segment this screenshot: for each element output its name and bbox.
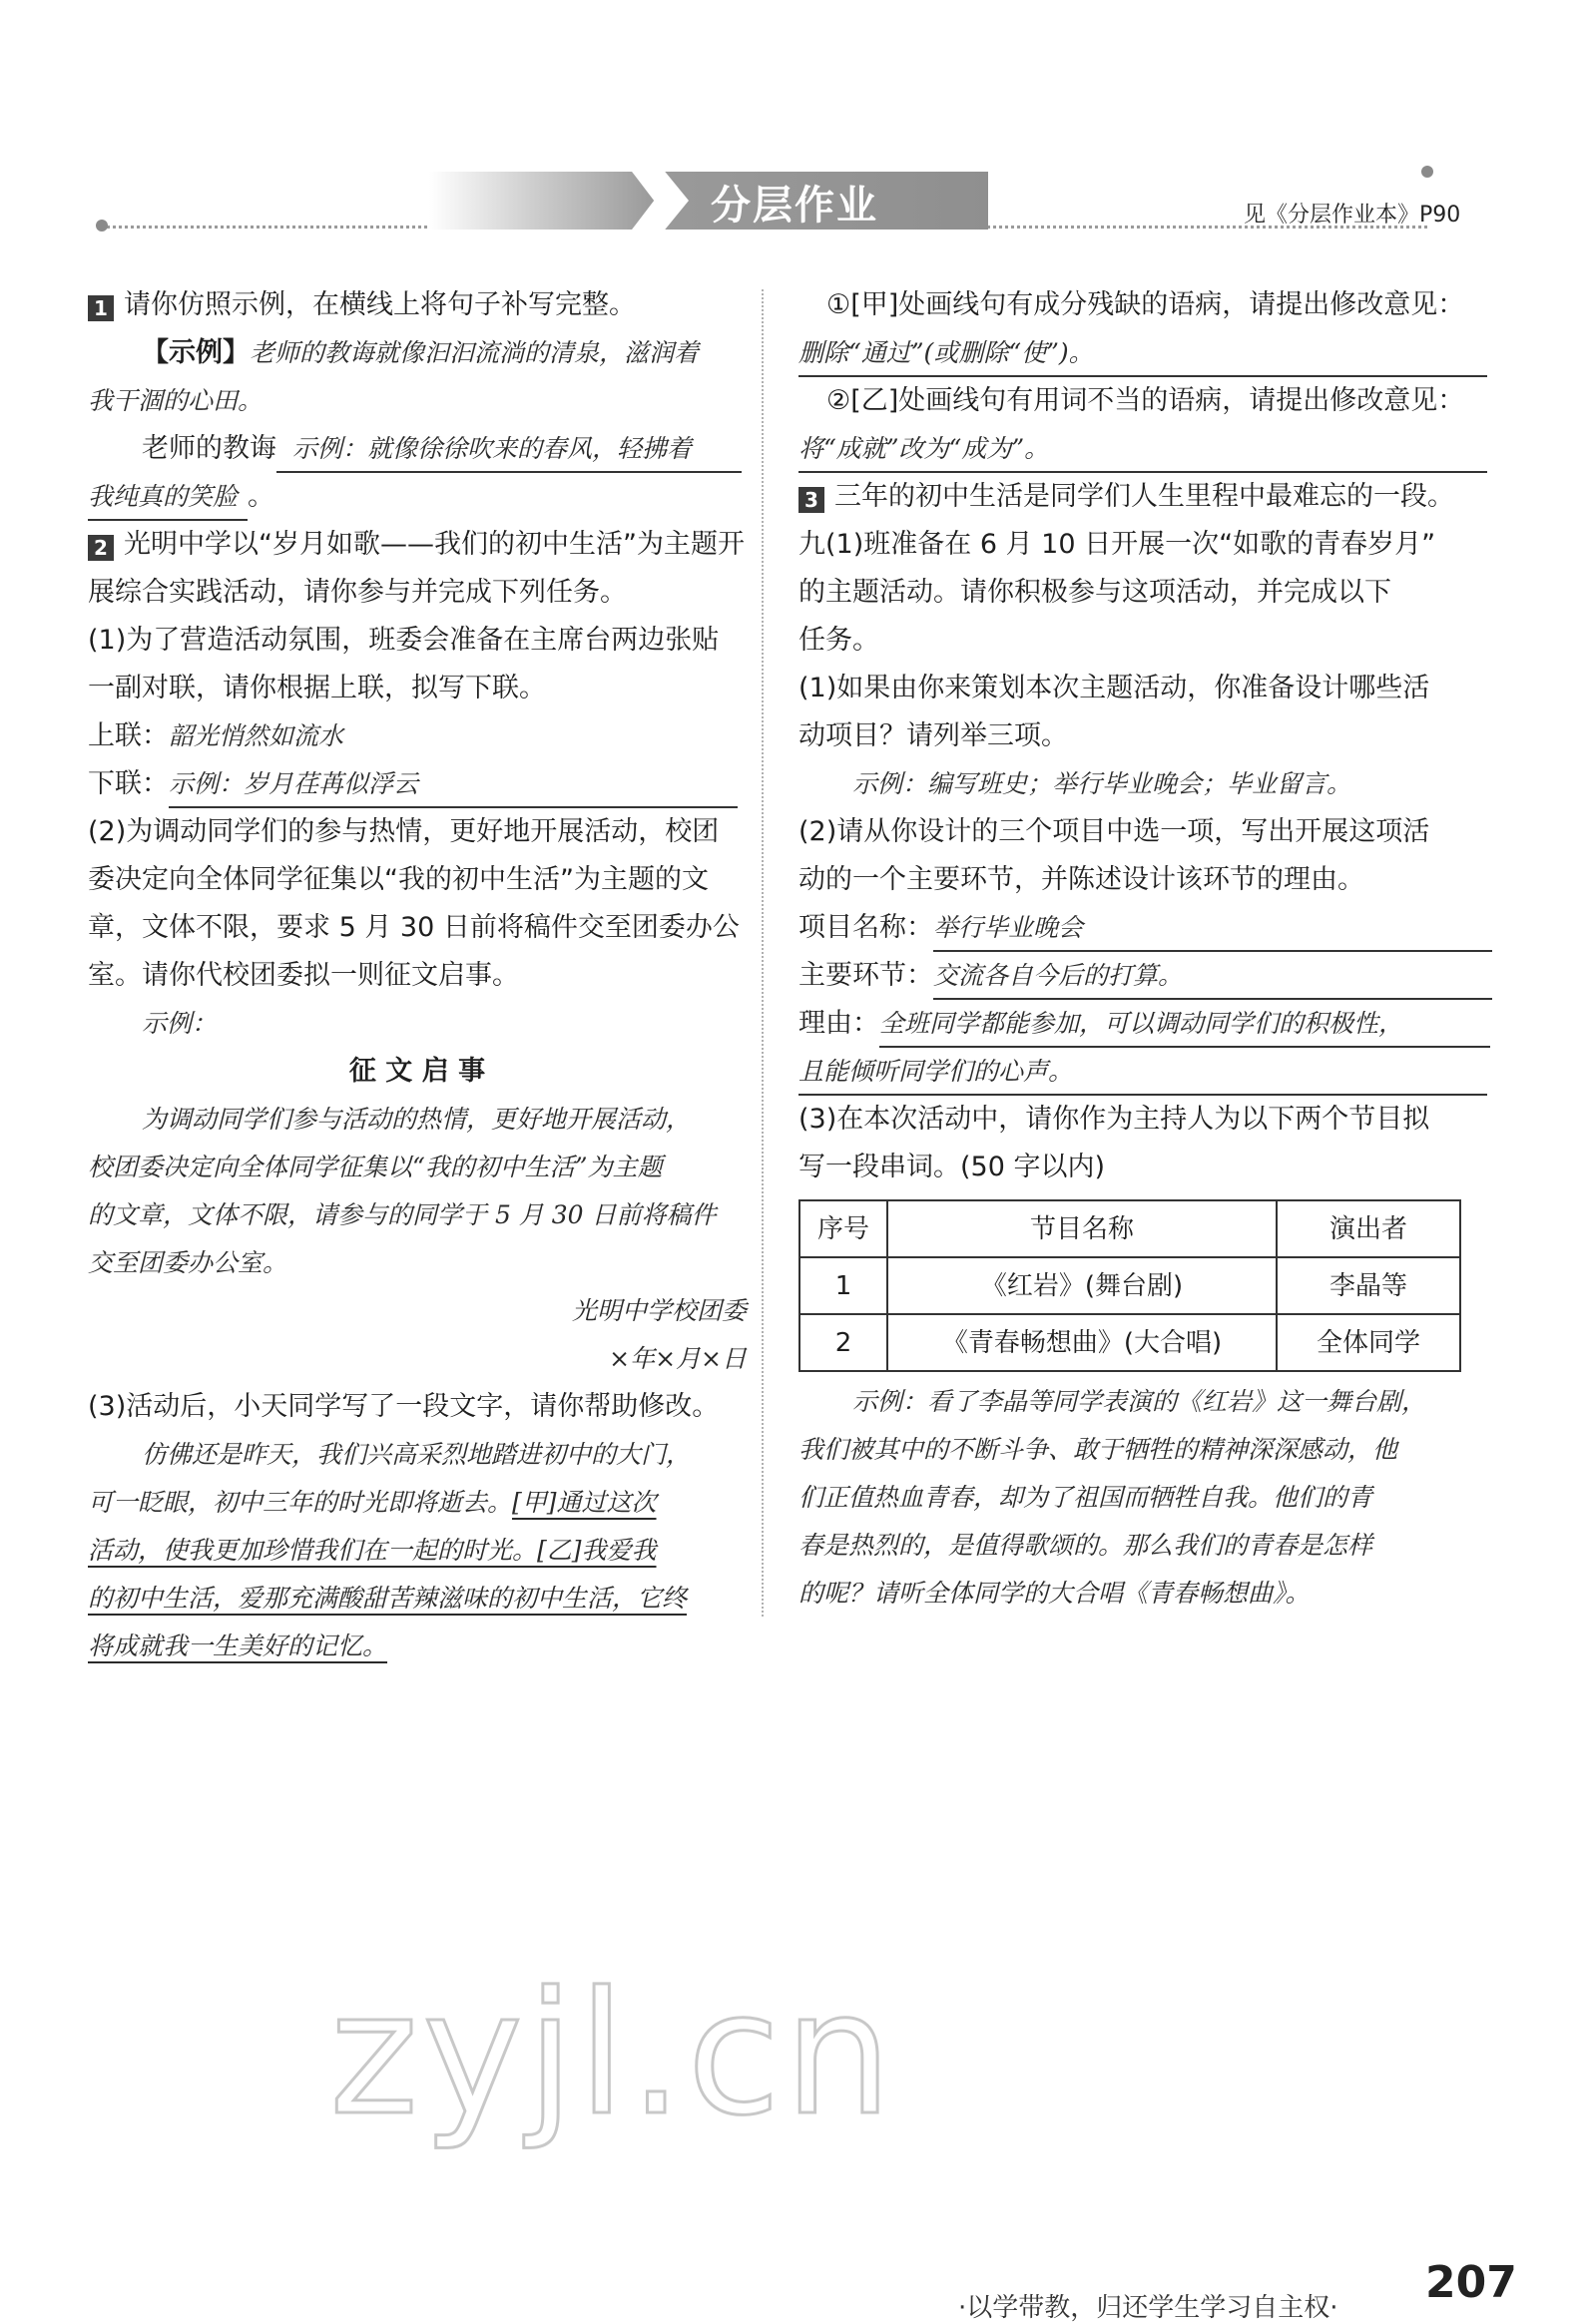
notice-title: 征 文 启 事 — [348, 1056, 486, 1087]
header-rule-dot-right — [1421, 166, 1433, 178]
q3-part2-b: 动的一个主要环节，并陈述设计该环节的理由。 — [798, 864, 1364, 895]
header-banner — [429, 172, 988, 230]
watermark: zyjl.cn — [329, 1956, 896, 2153]
column-divider — [762, 289, 764, 1617]
q2-part2-d: 室。请你代校团委拟一则征文启事。 — [88, 960, 519, 991]
table-header-row — [799, 1200, 1460, 1257]
section-title: 分层作业 — [711, 183, 878, 229]
q2-yi-answer: 将“成就”改为“成为”。 — [798, 427, 1487, 473]
q3-step-answer: 交流各自今后的打算。 — [933, 954, 1492, 1000]
table-header-cell: 序号 — [799, 1200, 887, 1257]
notice-signature: 光明中学校团委 — [571, 1296, 747, 1325]
passage-line-e: 将成就我一生美好的记忆。 — [88, 1631, 388, 1660]
q3-reason-answer-a: 全班同学都能参加，可以调动同学们的积极性， — [879, 1002, 1490, 1048]
q1-answer-line: 老师的教诲 示例：就像徐徐吹来的春风，轻拂着 — [88, 425, 747, 473]
notice-body-b: 校团委决定向全体同学征集以“我的初中生活”为主题 — [88, 1153, 663, 1181]
q1-number-badge: 1 — [88, 295, 114, 321]
q3-part1-answer: 示例：编写班史；举行毕业晚会；毕业留言。 — [852, 769, 1352, 798]
passage-line-a: 仿佛还是昨天，我们兴高采烈地踏进初中的大门， — [142, 1440, 692, 1469]
q1-answer-line-2: 我纯真的笑脸 。 — [88, 473, 747, 521]
q2-upper-couplet: 上联：韶光悄然如流水 — [88, 720, 344, 751]
notice-body-c: 的文章，文体不限，请参与的同学于 5 月 30 日前将稿件 — [88, 1200, 717, 1229]
table-cell: 全体同学 — [1277, 1314, 1460, 1371]
q3-item-line: 项目名称：举行毕业晚会 — [798, 904, 1497, 952]
table-row — [799, 1314, 1460, 1371]
q3-part1: (1)如果由你来策划本次主题活动，你准备设计哪些活 — [798, 673, 1430, 703]
table-cell: 1 — [799, 1257, 887, 1314]
q3-step-line: 主要环节：交流各自今后的打算。 — [798, 952, 1497, 1000]
q1-example: 【示例】老师的教诲就像汩汩流淌的清泉，滋润着 — [142, 337, 700, 368]
q3-reason-line: 理由：全班同学都能参加，可以调动同学们的积极性， — [798, 1000, 1497, 1048]
q2-part1-cont: 一副对联，请你根据上联，拟写下联。 — [88, 673, 546, 703]
passage-line-d: 的初中生活，爱那充满酸甜苦辣滋味的初中生活，它终 — [88, 1584, 688, 1613]
q3-intro: 3 三年的初中生活是同学们人生里程中最难忘的一段。 — [798, 473, 1497, 521]
q3-intro-d: 任务。 — [798, 625, 879, 656]
q2-yi-answer-line — [798, 425, 1497, 473]
q2-part2: (2)为调动同学们的参与热情，更好地开展活动，校团 — [88, 816, 720, 847]
table-cell: 李晶等 — [1277, 1257, 1460, 1314]
footer-slogan: ·以学带教，归还学生学习自主权· — [958, 2293, 1338, 2323]
notice-body-d: 交至团委办公室。 — [88, 1248, 288, 1277]
q1-prompt: 1 请你仿照示例，在横线上将句子补写完整。 — [88, 281, 747, 329]
passage-line-b: 可一眨眼，初中三年的时光即将逝去。[甲]通过这次 — [88, 1488, 657, 1517]
workbook-reference: 见《分层作业本》P90 — [1244, 203, 1461, 228]
q2-jia-answer-line — [798, 329, 1497, 377]
q2-lower-answer: 示例：岁月荏苒似浮云 — [169, 762, 738, 808]
q1-example-cont: 我干涸的心田。 — [88, 386, 264, 415]
q2-part3: (3)活动后，小天同学写了一段文字，请你帮助修改。 — [88, 1391, 720, 1422]
q2-example-label: 示例： — [142, 1009, 218, 1038]
table-header-cell: 节目名称 — [887, 1200, 1277, 1257]
q3-answer-e: 的呢？请听全体同学的大合唱《青春畅想曲》。 — [798, 1579, 1311, 1608]
passage-line-c: 活动，使我更加珍惜我们在一起的时光。[乙]我爱我 — [88, 1536, 657, 1565]
q2-number-badge: 2 — [88, 535, 114, 561]
q3-intro-c: 的主题活动。请你积极参与这项活动，并完成以下 — [798, 577, 1391, 608]
q3-reason-answer-b: 且能倾听同学们的心声。 — [798, 1050, 1487, 1096]
q3-part2: (2)请从你设计的三个项目中选一项，写出开展这项活 — [798, 816, 1430, 847]
q3-answer-d: 春是热烈的，是值得歌颂的。那么我们的青春是怎样 — [798, 1531, 1373, 1560]
q2-lower-couplet: 下联：示例：岁月荏苒似浮云 — [88, 760, 747, 808]
right-column — [798, 281, 1497, 1618]
notice-date: ×年×月×日 — [609, 1344, 747, 1373]
q2-part2-c: 章，文体不限，要求 5 月 30 日前将稿件交至团委办公 — [88, 912, 740, 943]
q3-intro-b: 九(1)班准备在 6 月 10 日开展一次“如歌的青春岁月” — [798, 529, 1436, 560]
q2-part1: (1)为了营造活动氛围，班委会准备在主席台两边张贴 — [88, 625, 720, 656]
table-row — [799, 1257, 1460, 1314]
table-cell: 《青春畅想曲》(大合唱) — [887, 1314, 1277, 1371]
notice-body-a: 为调动同学们参与活动的热情，更好地开展活动， — [142, 1105, 692, 1134]
q2-intro-cont: 展综合实践活动，请你参与并完成下列任务。 — [88, 577, 627, 608]
q3-reason-line-2 — [798, 1048, 1497, 1096]
q1-answer-b: 我纯真的笑脸 — [88, 475, 248, 521]
page-number: 207 — [1425, 2257, 1517, 2308]
program-table — [798, 1199, 1461, 1372]
q3-answer-b: 我们被其中的不断斗争、敢于牺牲的精神深深感动，他 — [798, 1435, 1398, 1464]
table-header-cell: 演出者 — [1277, 1200, 1460, 1257]
table-cell: 2 — [799, 1314, 887, 1371]
q3-item-answer: 举行毕业晚会 — [933, 906, 1492, 952]
q3-answer-c: 们正值热血青春，却为了祖国而牺牲自我。他们的青 — [798, 1483, 1373, 1512]
q2-yi-question: ②[乙]处画线句有用词不当的语病，请提出修改意见： — [826, 385, 1465, 416]
table-cell: 《红岩》(舞台剧) — [887, 1257, 1277, 1314]
q2-jia-question: ①[甲]处画线句有成分残缺的语病，请提出修改意见： — [826, 289, 1465, 320]
q3-part3: (3)在本次活动中，请你作为主持人为以下两个节目拟 — [798, 1104, 1430, 1135]
q3-number-badge: 3 — [798, 487, 824, 513]
q3-part1-b: 动项目？请列举三项。 — [798, 720, 1068, 751]
q2-jia-answer: 删除“通过”(或删除“使”)。 — [798, 331, 1487, 377]
q3-part3-b: 写一段串词。(50 字以内) — [798, 1152, 1106, 1182]
q2-part2-b: 委决定向全体同学征集以“我的初中生活”为主题的文 — [88, 864, 709, 895]
q1-answer-a: 示例：就像徐徐吹来的春风，轻拂着 — [276, 427, 742, 473]
left-column — [88, 281, 747, 1670]
q2-intro: 2 光明中学以“岁月如歌——我们的初中生活”为主题开 — [88, 521, 747, 569]
q3-answer-a: 示例：看了李晶等同学表演的《红岩》这一舞台剧， — [852, 1387, 1427, 1416]
header-rule-dot-left — [96, 220, 108, 232]
